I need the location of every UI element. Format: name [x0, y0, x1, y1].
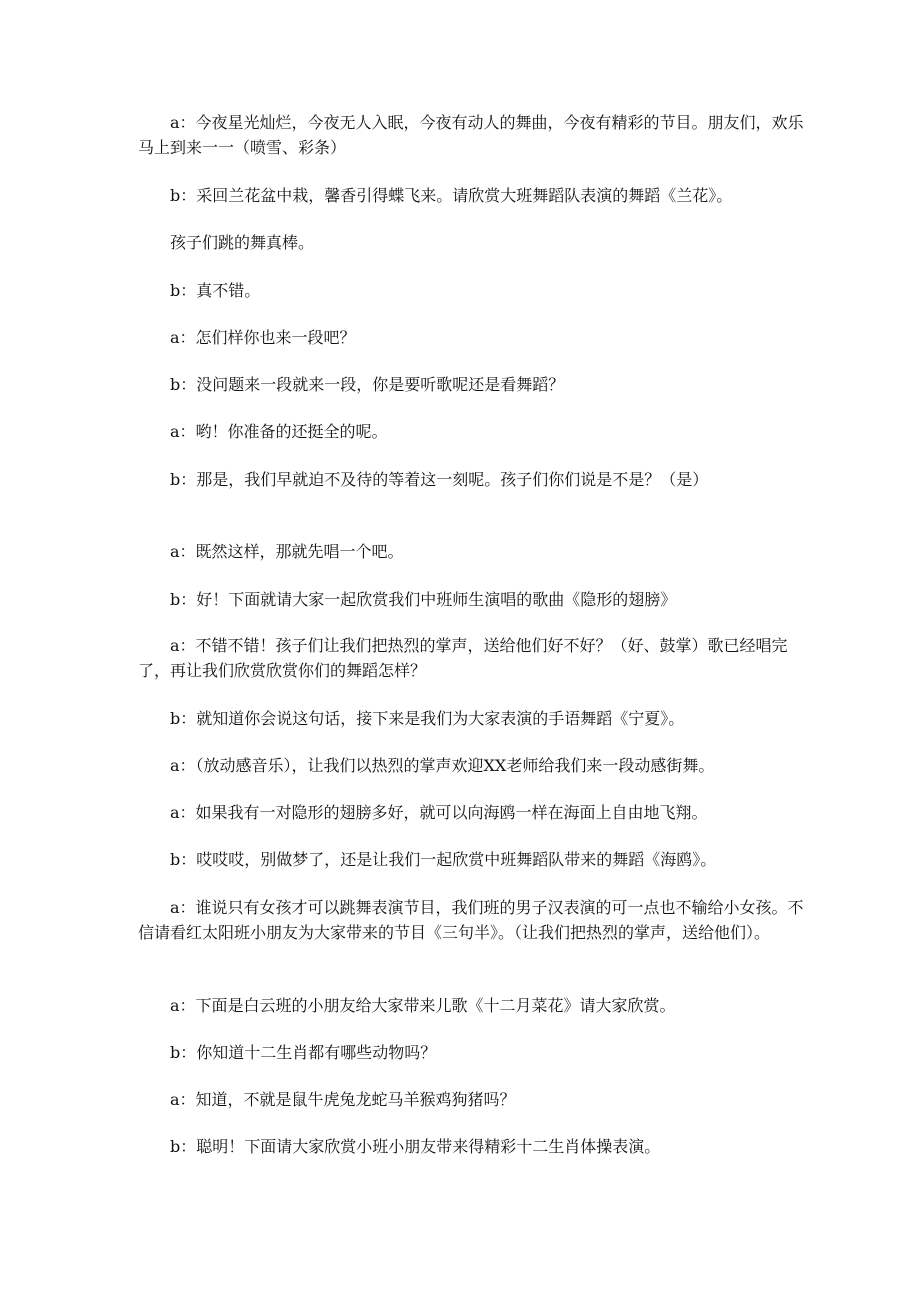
paragraph: a：（放动感音乐），让我们以热烈的掌声欢迎XX老师给我们来一段动感街舞。 — [170, 756, 715, 775]
paragraph: a：既然这样，那就先唱一个吧。 — [170, 542, 404, 561]
paragraph: a：谁说只有女孩才可以跳舞表演节目，我们班的男子汉表演的可一点也不输给小女孩。不信请看红太阳班小朋友为大家带来的节目《三句半》。（让我们把热烈的掌声，送给他们）。 — [138, 898, 804, 942]
paragraph: a：哟！你准备的还挺全的呢。 — [170, 422, 388, 441]
paragraph: a：如果我有一对隐形的翅膀多好，就可以向海鸥一样在海面上自由地飞翔。 — [170, 803, 708, 822]
paragraph: 孩子们跳的舞真棒。 — [170, 233, 315, 252]
paragraph: a：怎们样你也来一段吧？ — [170, 328, 356, 347]
paragraph: a：下面是白云班的小朋友给大家带来儿歌《十二月菜花》请大家欣赏。 — [170, 996, 676, 1015]
paragraph: b：哎哎哎，别做梦了，还是让我们一起欣赏中班舞蹈队带来的舞蹈《海鸥》。 — [170, 850, 717, 869]
paragraph: b：真不错。 — [170, 281, 261, 300]
paragraph: b：采回兰花盆中栽，馨香引得蝶飞来。请欣赏大班舞蹈队表演的舞蹈《兰花》。 — [170, 186, 733, 205]
paragraph: b：你知道十二生肖都有哪些动物吗？ — [170, 1043, 437, 1062]
paragraph: b：聪明！下面请大家欣赏小班小朋友带来得精彩十二生肖体操表演。 — [170, 1137, 661, 1156]
paragraph: b：那是，我们早就迫不及待的等着这一刻呢。孩子们你们说是不是？（是） — [170, 470, 709, 489]
paragraph: b：没问题来一段就来一段，你是要听歌呢还是看舞蹈？ — [170, 375, 565, 394]
paragraph: a：不错不错！孩子们让我们把热烈的掌声，送给他们好不好？（好、鼓掌）歌已经唱完了，再让我们欣赏欣赏你们的舞蹈怎样？ — [138, 636, 788, 680]
paragraph: a：知道，不就是鼠牛虎兔龙蛇马羊猴鸡狗猪吗？ — [170, 1090, 516, 1109]
paragraph: b：就知道你会说这句话，接下来是我们为大家表演的手语舞蹈《宁夏》。 — [170, 709, 685, 728]
paragraph: b：好！下面就请大家一起欣赏我们中班师生演唱的歌曲《隐形的翅膀》 — [170, 590, 677, 609]
paragraph: a：今夜星光灿烂，今夜无人入眠，今夜有动人的舞曲，今夜有精彩的节目。朋友们，欢乐马上到来一一（喷雪、彩条） — [138, 113, 804, 157]
